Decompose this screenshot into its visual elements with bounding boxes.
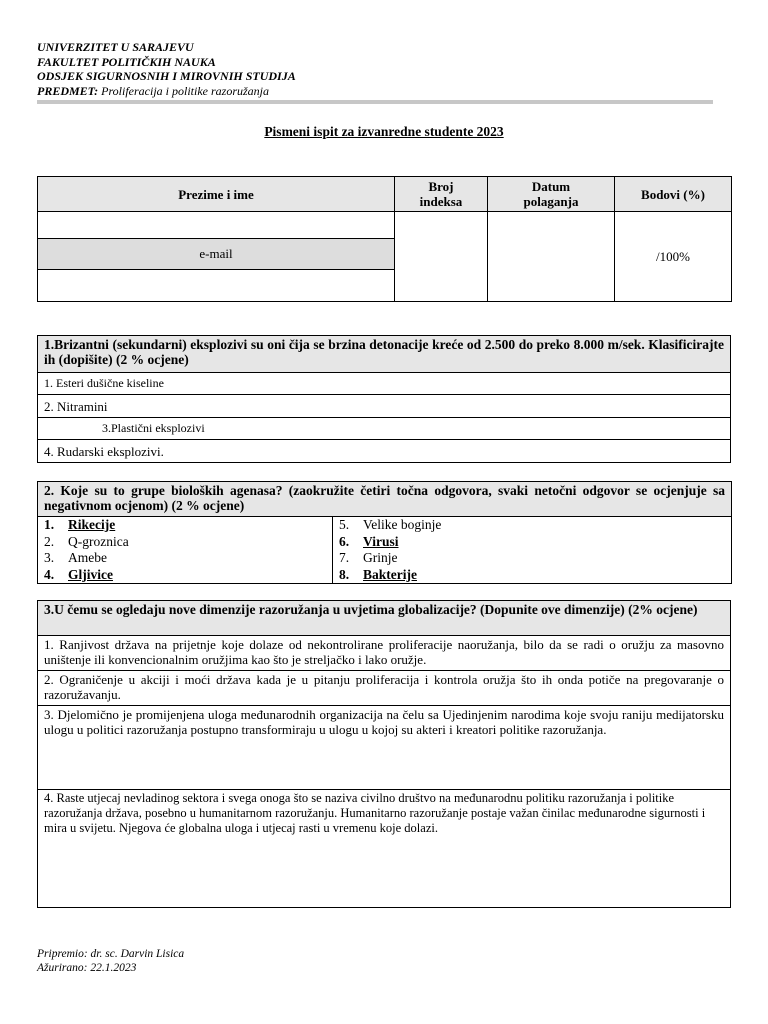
name-column-header: Prezime i ime (38, 177, 395, 212)
email-input-cell[interactable] (38, 270, 395, 302)
q2-option-6[interactable] (339, 534, 725, 551)
subject-value: Proliferacija i politike razoružanja (101, 83, 270, 98)
q2-option-8-num: 8. (339, 566, 350, 582)
q2-option-4-label: Gljivice (68, 566, 113, 582)
updated-date: Ažurirano: 22.1.2023 (37, 962, 137, 974)
prepared-by: Pripremio: dr. sc. Darvin Lisica (37, 948, 185, 960)
q1-answer-3[interactable]: 3.Plastični eksplozivi (38, 418, 731, 440)
q2-option-8[interactable] (339, 567, 725, 584)
q3-answer-3[interactable]: 3. Djelomično je promijenjena uloga međunarodnih organizacija na čelu sa Ujedinjenim narodima koje svoju raniju medijatorsku ulogu u politici razoružanja postupno transformiraju u ulogu u kojoj su akteri i kreatori politike razoružanja. (38, 706, 731, 790)
faculty-name: FAKULTET POLITIČKIH NAUKA (37, 54, 216, 69)
q2-option-3[interactable] (44, 550, 326, 567)
q3-answer-2[interactable]: 2. Ograničenje u akciji i moći država kada je u pitanju proliferacija i kontrola oružja što ih onda potiče na pregovaranje o razoružavanju. (38, 671, 731, 706)
q2-left-options (38, 517, 333, 584)
index-header-line1: Broj (428, 179, 454, 194)
q2-option-8-label: Bakterije (363, 566, 417, 582)
university-name: UNIVERZITET U SARAJEVU (37, 40, 194, 54)
q2-option-2-label: Q-groznica (68, 533, 129, 549)
q2-option-1-num: 1. (44, 517, 55, 532)
question-3-table (37, 600, 731, 908)
q1-answer-2[interactable]: 2. Nitramini (38, 395, 731, 418)
q2-option-5[interactable] (339, 517, 725, 534)
q2-option-3-num: 3. (44, 550, 55, 565)
document-header (37, 40, 296, 98)
points-cell (615, 212, 732, 302)
question-1-text: 1.Brizantni (sekundarni) eksplozivi su oni čija se brzina detonacije kreće od 2.500 do preko 8.000 m/sek. Klasificirajte ih (dopišite) (2 % ocjene) (38, 336, 731, 373)
q2-option-7-num: 7. (339, 550, 350, 565)
date-header-line2: polaganja (523, 194, 579, 209)
email-label: e-mail (199, 246, 233, 261)
document-footer (37, 947, 184, 975)
date-column-header (488, 177, 615, 212)
exam-title: Pismeni ispit za izvanredne studente 2023 (264, 124, 504, 139)
student-info-table (37, 176, 732, 302)
q3-answer-4[interactable]: 4. Raste utjecaj nevladinog sektora i svega onoga što se naziva civilno društvo na međunarodnu politiku razoružanja i politike razoružanja država, posebno u humanitarnom razoružanju. Humanitarno razoružanje postaje važan činilac međunarodne sigurnosti i mira u svijetu. Njegova će globalna uloga i utjecaj rasti u vremenu koje dolazi. (38, 790, 731, 908)
q2-option-5-label: Velike boginje (363, 517, 442, 532)
date-input-cell[interactable] (488, 212, 615, 302)
index-input-cell[interactable] (395, 212, 488, 302)
index-column-header (395, 177, 488, 212)
points-column-header: Bodovi (%) (615, 177, 732, 212)
header-divider (37, 100, 713, 104)
subject-line (37, 84, 296, 99)
q1-answer-1[interactable]: 1. Esteri dušične kiseline (38, 373, 731, 395)
question-1-table (37, 335, 731, 463)
department-name: ODSJEK SIGURNOSNIH I MIROVNIH STUDIJA (37, 69, 296, 83)
q3-answer-1[interactable]: 1. Ranjivost država na prijetnje koje dolaze od nekontrolirane proliferacije naoružanja, bilo da se radi o oružju za masovno uništenje ili konvencionalnim oružjima kao što je streljačko i lako oružje. (38, 636, 731, 671)
index-header-line2: indeksa (419, 194, 463, 209)
q2-right-options (333, 517, 732, 584)
q2-option-3-label: Amebe (68, 550, 107, 565)
q2-option-2[interactable] (44, 534, 326, 551)
q2-option-4[interactable] (44, 567, 326, 584)
info-header-row (38, 177, 732, 212)
question-2-text: 2. Koje su to grupe bioloških agenasa? (zaokružite četiri točna odgovora, svaki netočni odgovor se ocjenjuje sa negativnom ocjenom) (2 % ocjene) (38, 482, 732, 517)
question-3-text: 3.U čemu se ogledaju nove dimenzije razoružanja u uvjetima globalizacije? (Dopunite ove dimenzije) (2% ocjene) (38, 601, 731, 636)
subject-label: PREDMET: (37, 83, 99, 98)
email-label-cell (38, 239, 395, 270)
q2-option-1-label: Rikecije (68, 517, 116, 532)
q2-option-6-label: Virusi (363, 533, 399, 549)
q2-option-7[interactable] (339, 550, 725, 567)
q2-option-2-num: 2. (44, 533, 55, 549)
points-value: /100% (656, 248, 690, 264)
q2-option-5-num: 5. (339, 517, 350, 532)
date-header-line1: Datum (531, 179, 571, 194)
q2-option-6-num: 6. (339, 533, 350, 549)
q2-option-4-num: 4. (44, 566, 55, 582)
name-input-cell[interactable] (38, 212, 395, 239)
q2-option-1[interactable] (44, 517, 326, 534)
q1-answer-4[interactable]: 4. Rudarski eksplozivi. (38, 440, 731, 463)
q2-option-7-label: Grinje (363, 550, 398, 565)
question-2-table (37, 481, 732, 584)
